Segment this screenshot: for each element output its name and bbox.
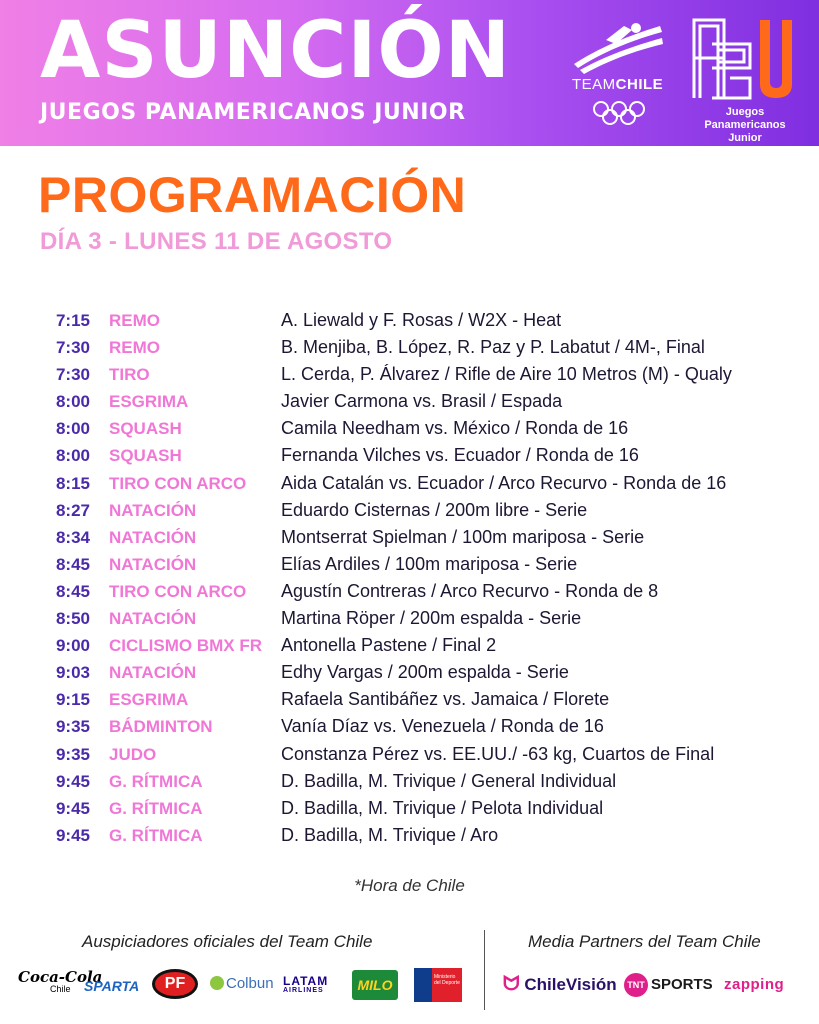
event-description: Rafaela Santibáñez vs. Jamaica / Florete — [281, 689, 610, 710]
schedule-row — [0, 824, 819, 851]
event-time: 8:00 — [55, 446, 90, 466]
event-time: 9:35 — [55, 717, 90, 737]
event-sport: SQUASH — [109, 419, 182, 439]
latam-logo: LATAM AIRLINES — [283, 974, 329, 994]
event-description: Fernanda Vilches vs. Ecuador / Ronda de 16 — [281, 445, 639, 466]
event-description: Edhy Vargas / 200m espalda - Serie — [281, 662, 569, 683]
event-description: A. Liewald y F. Rosas / W2X - Heat — [281, 310, 562, 330]
sparta-logo: SPARTA — [84, 978, 140, 994]
event-description: Martina Röper / 200m espalda - Serie — [281, 608, 582, 629]
milo-logo: MILO — [352, 970, 398, 1000]
pf-logo: PF — [152, 969, 198, 999]
gobierno-chile-logo: Ministerio del Deporte — [414, 968, 462, 1002]
tnt-badge-icon: TNT — [624, 973, 648, 997]
event-sport: REMO — [109, 338, 160, 358]
event-sport: NATACIÓN — [109, 527, 197, 547]
event-time: 9:45 — [55, 771, 90, 791]
event-time: 7:30 — [55, 338, 90, 358]
schedule-row — [0, 797, 819, 824]
asu-logo-icon — [690, 14, 800, 102]
event-description: Javier Carmona vs. Brasil / Espada — [281, 391, 563, 412]
event-sport: CICLISMO BMX FR — [109, 636, 262, 656]
asu-logo — [690, 14, 800, 144]
schedule-row — [0, 743, 819, 770]
chilevision-icon: ᗢ — [503, 973, 520, 995]
event-time: 7:15 — [55, 311, 90, 330]
schedule-row — [0, 309, 819, 336]
event-time: 8:00 — [55, 419, 90, 439]
event-description: Agustín Contreras / Arco Recurvo - Ronda de 8 — [281, 580, 659, 601]
schedule-row — [0, 580, 819, 607]
timezone-note: *Hora de Chile — [354, 876, 465, 895]
zapping-logo: zapping — [724, 976, 785, 993]
schedule-row — [0, 472, 819, 499]
tnt-sports-logo: TNT SPORTS — [624, 973, 713, 997]
schedule-row — [0, 661, 819, 688]
event-sport: NATACIÓN — [109, 500, 197, 520]
event-time: 8:50 — [55, 609, 90, 629]
schedule-row — [0, 390, 819, 417]
event-description: B. Menjiba, B. López, R. Paz y P. Labatut / 4M-, Final — [281, 337, 705, 358]
event-sport: BÁDMINTON — [109, 717, 213, 737]
event-sport: TIRO CON ARCO — [109, 581, 247, 601]
event-description: Vanía Díaz vs. Venezuela / Ronda de 16 — [281, 716, 604, 737]
event-description: Elías Ardiles / 100m mariposa - Serie — [281, 553, 578, 574]
teamchile-wordmark: TEAMCHILE — [572, 76, 664, 93]
event-time: 8:27 — [55, 500, 90, 520]
schedule-row — [0, 553, 819, 580]
colbun-dot-icon — [210, 976, 224, 990]
asu-caption: Juegos Panamericanos Junior — [704, 106, 786, 144]
footer-divider — [484, 930, 485, 1010]
page-title: PROGRAMACIÓN — [38, 167, 467, 223]
schedule-list — [0, 309, 819, 851]
event-description: D. Badilla, M. Trivique / General Individual — [281, 770, 617, 791]
event-description: D. Badilla, M. Trivique / Aro — [281, 824, 499, 845]
schedule-row — [0, 444, 819, 471]
event-description: Camila Needham vs. México / Ronda de 16 — [281, 418, 629, 439]
schedule-row — [0, 417, 819, 444]
teamchile-logo — [566, 20, 670, 128]
cocacola-logo: Coca-Cola Chile — [18, 968, 103, 994]
event-sport: NATACIÓN — [109, 663, 197, 683]
event-time: 9:45 — [55, 825, 90, 845]
schedule-row — [0, 715, 819, 742]
event-description: D. Badilla, M. Trivique / Pelota Individual — [281, 797, 604, 818]
header-banner — [0, 0, 819, 146]
event-description: L. Cerda, P. Álvarez / Rifle de Aire 10 Metros (M) - Qualy — [281, 364, 732, 385]
event-sport: NATACIÓN — [109, 554, 197, 574]
sponsors-title: Auspiciadores oficiales del Team Chile — [82, 932, 373, 951]
event-time: 8:45 — [55, 581, 90, 601]
schedule-row — [0, 770, 819, 797]
event-time: 9:35 — [55, 744, 90, 764]
teamchile-swoosh-icon — [566, 20, 670, 76]
event-sport: G. RÍTMICA — [109, 798, 203, 818]
schedule-row — [0, 607, 819, 634]
event-sport: NATACIÓN — [109, 609, 197, 629]
schedule-row — [0, 526, 819, 553]
event-time: 7:30 — [55, 365, 90, 385]
event-description: Antonella Pastene / Final 2 — [281, 635, 497, 656]
event-time: 9:00 — [55, 636, 90, 656]
colbun-logo: Colbun — [210, 975, 274, 992]
event-sport: TIRO CON ARCO — [109, 473, 247, 493]
event-sport: JUDO — [109, 744, 157, 764]
page-subtitle: DÍA 3 - LUNES 11 DE AGOSTO — [40, 228, 393, 255]
event-description: Eduardo Cisternas / 200m libre - Serie — [281, 499, 588, 520]
event-sport: ESGRIMA — [109, 392, 189, 412]
event-time: 9:03 — [55, 663, 90, 683]
olympic-rings-icon — [592, 100, 646, 126]
event-sport: ESGRIMA — [109, 690, 189, 710]
event-sport: G. RÍTMICA — [109, 771, 203, 791]
event-sport: SQUASH — [109, 446, 182, 466]
event-sport: G. RÍTMICA — [109, 825, 203, 845]
event-sport: REMO — [109, 311, 160, 330]
event-time: 8:15 — [55, 473, 90, 493]
event-time: 9:45 — [55, 798, 90, 818]
schedule-row — [0, 336, 819, 363]
media-partners-title: Media Partners del Team Chile — [528, 932, 761, 951]
chilevision-logo: ᗢ ChileVisión — [503, 973, 617, 995]
event-time: 8:00 — [55, 392, 90, 412]
schedule-row — [0, 363, 819, 390]
schedule-row — [0, 688, 819, 715]
event-sport: TIRO — [109, 365, 150, 385]
event-time: 8:34 — [55, 527, 90, 547]
event-description: Constanza Pérez vs. EE.UU./ -63 kg, Cuartos de Final — [281, 743, 715, 764]
event-time: 8:45 — [55, 554, 90, 574]
event-time: 9:15 — [55, 690, 90, 710]
event-description: Aida Catalán vs. Ecuador / Arco Recurvo - Ronda de 16 — [281, 472, 727, 493]
event-description: Montserrat Spielman / 100m mariposa - Serie — [281, 526, 645, 547]
schedule-row — [0, 634, 819, 661]
brand-subtitle: JUEGOS PANAMERICANOS JUNIOR — [40, 100, 466, 125]
schedule-row — [0, 499, 819, 526]
brand-logo-text: ASUNCIÓN — [40, 6, 512, 96]
